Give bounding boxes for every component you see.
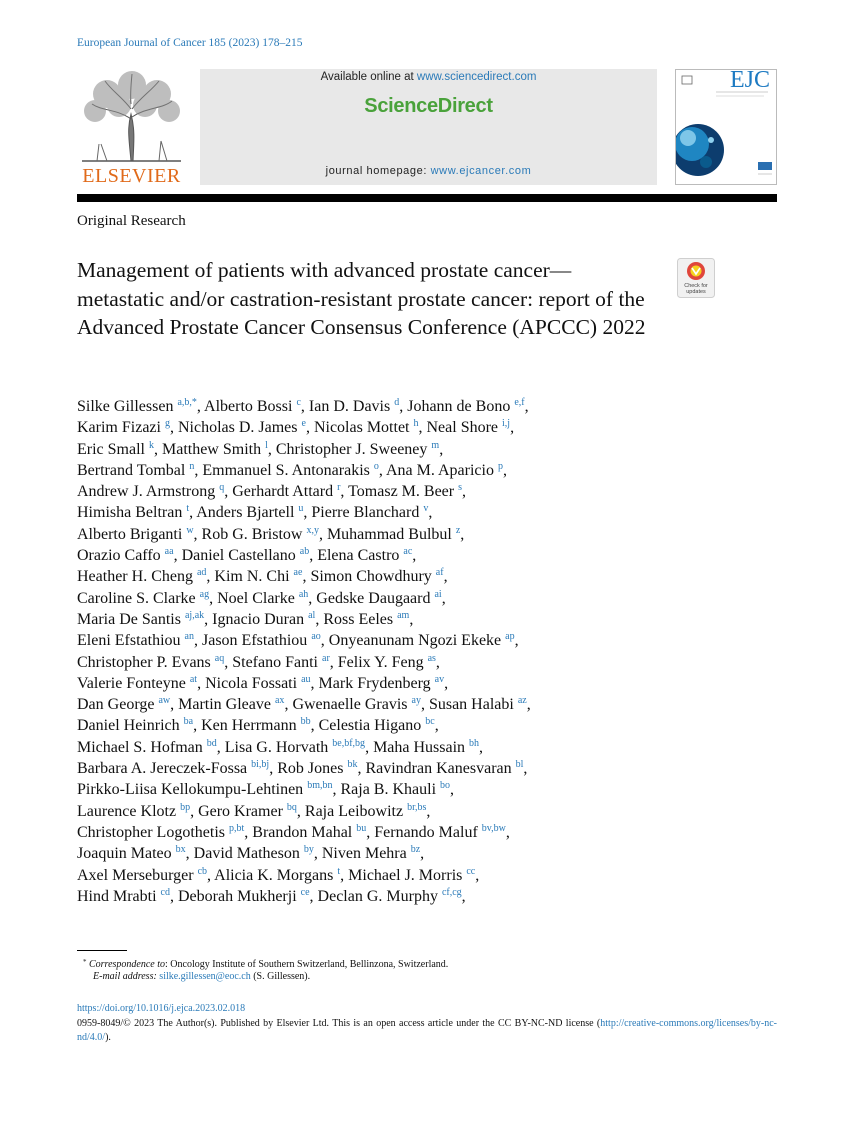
affiliation-marker[interactable]: v xyxy=(423,503,429,515)
affiliation-marker[interactable]: ag xyxy=(199,588,210,600)
author-name: , xyxy=(441,589,446,607)
author-name: Hind Mrabti xyxy=(77,887,161,905)
affiliation-marker[interactable]: q xyxy=(219,482,225,494)
author-name: Karim Fizazi xyxy=(77,419,165,437)
author-name: , Declan G. Murphy xyxy=(309,887,442,905)
journal-cover-image[interactable] xyxy=(675,69,777,185)
author-line xyxy=(77,758,777,779)
author-name: , Nicola Fossati xyxy=(197,674,302,692)
author-name: , xyxy=(444,674,449,692)
author-name: , Daniel Castellano xyxy=(173,547,300,565)
affiliation-marker[interactable]: i,j xyxy=(502,418,511,430)
affiliation-marker[interactable]: e,f xyxy=(514,397,525,408)
affiliation-marker[interactable]: h xyxy=(413,418,419,430)
affiliation-marker[interactable]: bc xyxy=(425,716,435,728)
affiliation-marker[interactable]: ae xyxy=(293,567,303,579)
affiliation-marker[interactable]: ai xyxy=(434,588,442,600)
author-name: , Ignacio Duran xyxy=(204,610,309,628)
affiliation-marker[interactable]: az xyxy=(517,695,527,707)
author-name: , Lisa G. Horvath xyxy=(216,738,333,756)
author-name: Bertrand Tombal xyxy=(77,461,190,479)
author-line xyxy=(77,652,777,673)
author-name: , Pierre Blanchard xyxy=(303,504,424,522)
affiliation-marker[interactable]: al xyxy=(308,609,316,621)
cover-title: EJC xyxy=(729,69,770,93)
author-name: , Onyeanunam Ngozi Ekeke xyxy=(320,632,506,650)
affiliation-marker[interactable]: by xyxy=(303,844,314,856)
author-name: , Alicia K. Morgans xyxy=(207,866,338,884)
author-name: , xyxy=(510,419,515,437)
affiliation-marker[interactable]: cf,cg xyxy=(441,886,462,898)
author-name: Orazio Caffo xyxy=(77,547,165,565)
affiliation-marker[interactable]: as xyxy=(427,652,436,664)
author-name: , xyxy=(461,887,466,905)
affiliation-marker[interactable]: ac xyxy=(403,546,413,558)
license-link[interactable]: http://creative-commons.org/licenses/by-nc-nd/4.0/ xyxy=(77,1018,777,1043)
affiliation-marker[interactable]: aa xyxy=(164,546,174,558)
affiliation-marker[interactable]: c xyxy=(296,397,301,408)
affiliation-marker[interactable]: be,bf,bg xyxy=(332,737,366,749)
affiliation-marker[interactable]: ao xyxy=(311,631,321,643)
email-label: E-mail address: xyxy=(93,971,157,982)
affiliation-marker[interactable]: bu xyxy=(356,822,367,834)
affiliation-marker[interactable]: av xyxy=(434,673,445,685)
author-name: , xyxy=(523,760,528,778)
affiliation-marker[interactable]: x,y xyxy=(306,524,319,536)
affiliation-marker[interactable]: ab xyxy=(299,546,310,558)
author-name: Daniel Heinrich xyxy=(77,717,184,735)
author-name: , Ian D. Davis xyxy=(300,398,395,415)
author-name: , Rob G. Bristow xyxy=(193,525,307,543)
author-name: , Emmanuel S. Antonarakis xyxy=(194,461,374,479)
affiliation-marker[interactable]: m xyxy=(431,439,440,451)
author-line xyxy=(77,630,777,651)
affiliation-marker[interactable]: an xyxy=(184,631,194,643)
author-name: , xyxy=(443,568,448,586)
license-text xyxy=(77,1017,777,1045)
author-name: , Brandon Mahal xyxy=(244,823,357,841)
author-name: Christopher Logothetis xyxy=(77,823,229,841)
author-name: Andrew J. Armstrong xyxy=(77,483,220,501)
author-line xyxy=(77,396,777,417)
author-line xyxy=(77,588,777,609)
affiliation-marker[interactable]: z xyxy=(455,524,461,536)
author-name: , Tomasz M. Beer xyxy=(340,483,459,501)
elsevier-logo[interactable] xyxy=(77,69,186,186)
affiliation-marker[interactable]: af xyxy=(435,567,444,579)
author-name: , Maha Hussain xyxy=(365,738,470,756)
affiliation-marker[interactable]: ad xyxy=(196,567,207,579)
author-name: , Ken Herrmann xyxy=(193,717,301,735)
affiliation-marker[interactable]: aw xyxy=(158,695,171,707)
author-name: , xyxy=(475,866,480,884)
author-name: , Alberto Bossi xyxy=(196,398,297,415)
affiliation-marker[interactable]: bi,bj xyxy=(251,759,270,771)
journal-header xyxy=(77,69,777,186)
author-name: , Kim N. Chi xyxy=(206,568,294,586)
affiliation-marker[interactable]: au xyxy=(301,673,311,685)
header-rule xyxy=(77,194,777,202)
author-name: , Matthew Smith xyxy=(153,440,266,458)
author-name: Joaquin Mateo xyxy=(77,845,176,863)
affiliation-marker[interactable]: ap xyxy=(505,631,515,643)
correspondence-label: Correspondence to xyxy=(89,959,166,970)
author-name: , Celestia Higano xyxy=(310,717,426,735)
author-name: Caroline S. Clarke xyxy=(77,589,200,607)
author-name: , Michael J. Morris xyxy=(340,866,467,884)
affiliation-marker[interactable]: aj,ak xyxy=(184,609,205,621)
author-name: , David Matheson xyxy=(185,845,304,863)
affiliation-marker[interactable]: bv,bw xyxy=(481,822,506,834)
author-name: , Susan Halabi xyxy=(420,696,518,714)
author-name: , xyxy=(435,653,440,671)
author-line xyxy=(77,779,777,800)
author-name: , Fernando Maluf xyxy=(366,823,482,841)
author-name: , Raja B. Khauli xyxy=(332,781,441,799)
affiliation-marker[interactable]: u xyxy=(298,503,304,515)
author-name: , xyxy=(412,547,417,565)
author-line xyxy=(77,524,777,545)
affiliation-marker[interactable]: bd xyxy=(206,737,217,749)
author-name: , xyxy=(479,738,484,756)
author-name: , xyxy=(526,696,531,714)
author-line xyxy=(77,715,777,736)
correspondence-text: : Oncology Institute of Southern Switzerland, Bellinzona, Switzerland. xyxy=(165,959,449,970)
affiliation-marker[interactable]: bo xyxy=(440,780,451,792)
journal-homepage-link[interactable]: www.ejcancer.com xyxy=(430,165,532,177)
affiliation-marker[interactable]: k xyxy=(148,439,154,451)
email-footnote xyxy=(93,971,310,982)
available-prefix: Available online at xyxy=(320,71,417,83)
author-line xyxy=(77,801,777,822)
author-line xyxy=(77,886,777,907)
affiliation-marker[interactable]: e xyxy=(301,418,306,430)
affiliation-marker[interactable]: cc xyxy=(466,865,476,877)
author-name: , Ana M. Aparicio xyxy=(378,461,498,479)
author-name: Eric Small xyxy=(77,440,149,458)
author-name: Pirkko-Liisa Kellokumpu-Lehtinen xyxy=(77,781,308,799)
footnote-rule xyxy=(77,950,127,951)
available-online-text xyxy=(200,71,657,83)
affiliation-marker[interactable]: ay xyxy=(411,695,421,707)
affiliation-marker[interactable]: ar xyxy=(322,652,330,664)
author-line xyxy=(77,609,777,630)
affiliation-marker[interactable]: bq xyxy=(286,801,297,813)
author-name: , xyxy=(434,717,439,735)
correspondence-footnote xyxy=(83,958,448,970)
author-name: , Elena Castro xyxy=(309,547,404,565)
author-name: , Gero Kramer xyxy=(190,802,287,820)
author-line xyxy=(77,694,777,715)
author-line xyxy=(77,502,777,523)
affiliation-marker[interactable]: l xyxy=(265,439,268,451)
author-name: Silke Gillessen xyxy=(77,398,178,415)
author-name: , xyxy=(524,398,529,415)
author-name: , Deborah Mukherji xyxy=(170,887,301,905)
affiliation-marker[interactable]: bp xyxy=(180,801,191,813)
affiliation-marker[interactable]: s xyxy=(458,482,462,494)
affiliation-marker[interactable]: ce xyxy=(300,886,310,898)
author-name: Alberto Briganti xyxy=(77,525,187,543)
affiliation-marker[interactable]: bx xyxy=(175,844,186,856)
affiliation-marker[interactable]: am xyxy=(397,609,410,621)
author-name: Barbara A. Jereczek-Fossa xyxy=(77,760,252,778)
author-name: , xyxy=(426,802,431,820)
journal-reference[interactable]: European Journal of Cancer 185 (2023) 178–215 xyxy=(77,37,303,49)
author-name: , Gedske Daugaard xyxy=(308,589,435,607)
affiliation-marker[interactable]: cb xyxy=(197,865,208,877)
author-name: , xyxy=(462,483,466,501)
affiliation-marker[interactable]: bk xyxy=(347,759,358,771)
homepage-prefix: journal homepage: xyxy=(325,165,431,177)
author-name: Eleni Efstathiou xyxy=(77,632,185,650)
author-name: , Anders Bjartell xyxy=(189,504,299,522)
author-line xyxy=(77,545,777,566)
email-suffix: (S. Gillessen). xyxy=(250,971,311,982)
author-name: Maria De Santis xyxy=(77,610,185,628)
author-name: , xyxy=(505,823,510,841)
author-name: , Ravindran Kanesvaran xyxy=(357,760,516,778)
affiliation-marker[interactable]: at xyxy=(189,673,198,685)
journal-homepage-text xyxy=(200,165,657,177)
author-line xyxy=(77,737,777,758)
author-line xyxy=(77,673,777,694)
author-name: , Simon Chowdhury xyxy=(302,568,436,586)
check-for-updates-label[interactable]: Check for updates xyxy=(684,283,708,295)
affiliation-marker[interactable]: cd xyxy=(160,886,170,898)
author-name: Himisha Beltran xyxy=(77,504,187,522)
affiliation-marker[interactable]: ax xyxy=(274,695,285,707)
author-name: , Niven Mehra xyxy=(313,845,411,863)
author-name: , xyxy=(409,610,414,628)
author-name: Axel Merseburger xyxy=(77,866,198,884)
license-suffix: ). xyxy=(105,1032,111,1043)
author-name: Dan George xyxy=(77,696,159,714)
author-name: , Felix Y. Feng xyxy=(329,653,428,671)
author-line xyxy=(77,481,777,502)
affiliation-marker[interactable]: ah xyxy=(298,588,309,600)
affiliation-marker[interactable]: t xyxy=(337,865,341,877)
author-name: , Noel Clarke xyxy=(209,589,299,607)
affiliation-marker[interactable]: a,b,* xyxy=(177,397,197,408)
author-name: , Johann de Bono xyxy=(399,398,515,415)
author-line xyxy=(77,822,777,843)
affiliation-marker[interactable]: bb xyxy=(300,716,311,728)
author-line xyxy=(77,566,777,587)
affiliation-marker[interactable]: t xyxy=(186,503,190,515)
author-name: , Neal Shore xyxy=(418,419,503,437)
author-name: , Stefano Fanti xyxy=(224,653,322,671)
author-list xyxy=(77,396,777,907)
affiliation-marker[interactable]: bz xyxy=(410,844,421,856)
article-title: Management of patients with advanced prostate cancer—metastatic and/or castration-resistant prostate cancer: report of the Advanced Prostate Cancer Consensus Conference (APCCC) 2022 xyxy=(77,258,646,339)
author-name: , Nicolas Mottet xyxy=(305,419,414,437)
author-name: Heather H. Cheng xyxy=(77,568,197,586)
author-line xyxy=(77,439,777,460)
affiliation-marker[interactable]: p,bt xyxy=(228,822,245,834)
doi-link[interactable]: https://doi.org/10.1016/j.ejca.2023.02.018 xyxy=(77,1003,246,1014)
author-name: , Nicholas D. James xyxy=(169,419,302,437)
elsevier-wordmark: ELSEVIER xyxy=(82,165,181,187)
affiliation-marker[interactable]: bm,bn xyxy=(307,780,333,792)
affiliation-marker[interactable]: aq xyxy=(214,652,225,664)
author-name: Christopher P. Evans xyxy=(77,653,215,671)
author-name: , xyxy=(439,440,444,458)
author-name: , Gerhardt Attard xyxy=(224,483,338,501)
email-link[interactable]: silke.gillessen@eoc.ch xyxy=(159,971,251,982)
affiliation-marker[interactable]: ba xyxy=(183,716,194,728)
author-name: , Gwenaelle Gravis xyxy=(284,696,412,714)
author-name: , Mark Frydenberg xyxy=(310,674,435,692)
author-line xyxy=(77,460,777,481)
sciencedirect-logo[interactable]: ScienceDirect xyxy=(364,95,493,117)
author-name: , Christopher J. Sweeney xyxy=(267,440,432,458)
license-statement: 0959-8049/© 2023 The Author(s). Published by Elsevier Ltd. This is an open access article under the CC BY-NC-ND license ( xyxy=(77,1018,601,1029)
author-name: Valerie Fonteyne xyxy=(77,674,190,692)
author-name: , xyxy=(502,461,507,479)
author-name: , Jason Efstathiou xyxy=(193,632,312,650)
author-name: , xyxy=(460,525,465,543)
affiliation-marker[interactable]: bl xyxy=(515,759,524,771)
author-line xyxy=(77,417,777,438)
author-name: , Ross Eeles xyxy=(315,610,398,628)
author-line xyxy=(77,865,777,886)
author-name: Laurence Klotz xyxy=(77,802,181,820)
author-name: Michael S. Hofman xyxy=(77,738,207,756)
author-name: , Martin Gleave xyxy=(170,696,275,714)
author-name: , Raja Leibowitz xyxy=(296,802,408,820)
author-line xyxy=(77,843,777,864)
article-type: Original Research xyxy=(77,213,186,229)
affiliation-marker[interactable]: d xyxy=(394,397,400,408)
author-name: , Rob Jones xyxy=(269,760,348,778)
footnote-marker: * xyxy=(83,958,87,966)
affiliation-marker[interactable]: br,bs xyxy=(407,801,427,813)
affiliation-marker[interactable]: p xyxy=(497,460,503,472)
author-name: , xyxy=(450,781,455,799)
affiliation-marker[interactable]: n xyxy=(189,460,195,472)
elsevier-tree-icon xyxy=(77,69,186,164)
sciencedirect-link[interactable]: www.sciencedirect.com xyxy=(416,71,537,83)
affiliation-marker[interactable]: o xyxy=(373,460,379,472)
author-name: , xyxy=(420,845,425,863)
affiliation-marker[interactable]: w xyxy=(186,524,194,536)
affiliation-marker[interactable]: bh xyxy=(469,737,480,749)
author-name: , xyxy=(514,632,519,650)
sciencedirect-banner xyxy=(200,69,657,185)
affiliation-marker[interactable]: r xyxy=(337,482,341,494)
affiliation-marker[interactable]: g xyxy=(164,418,170,430)
author-name: , Muhammad Bulbul xyxy=(318,525,456,543)
author-name: , xyxy=(428,504,433,522)
